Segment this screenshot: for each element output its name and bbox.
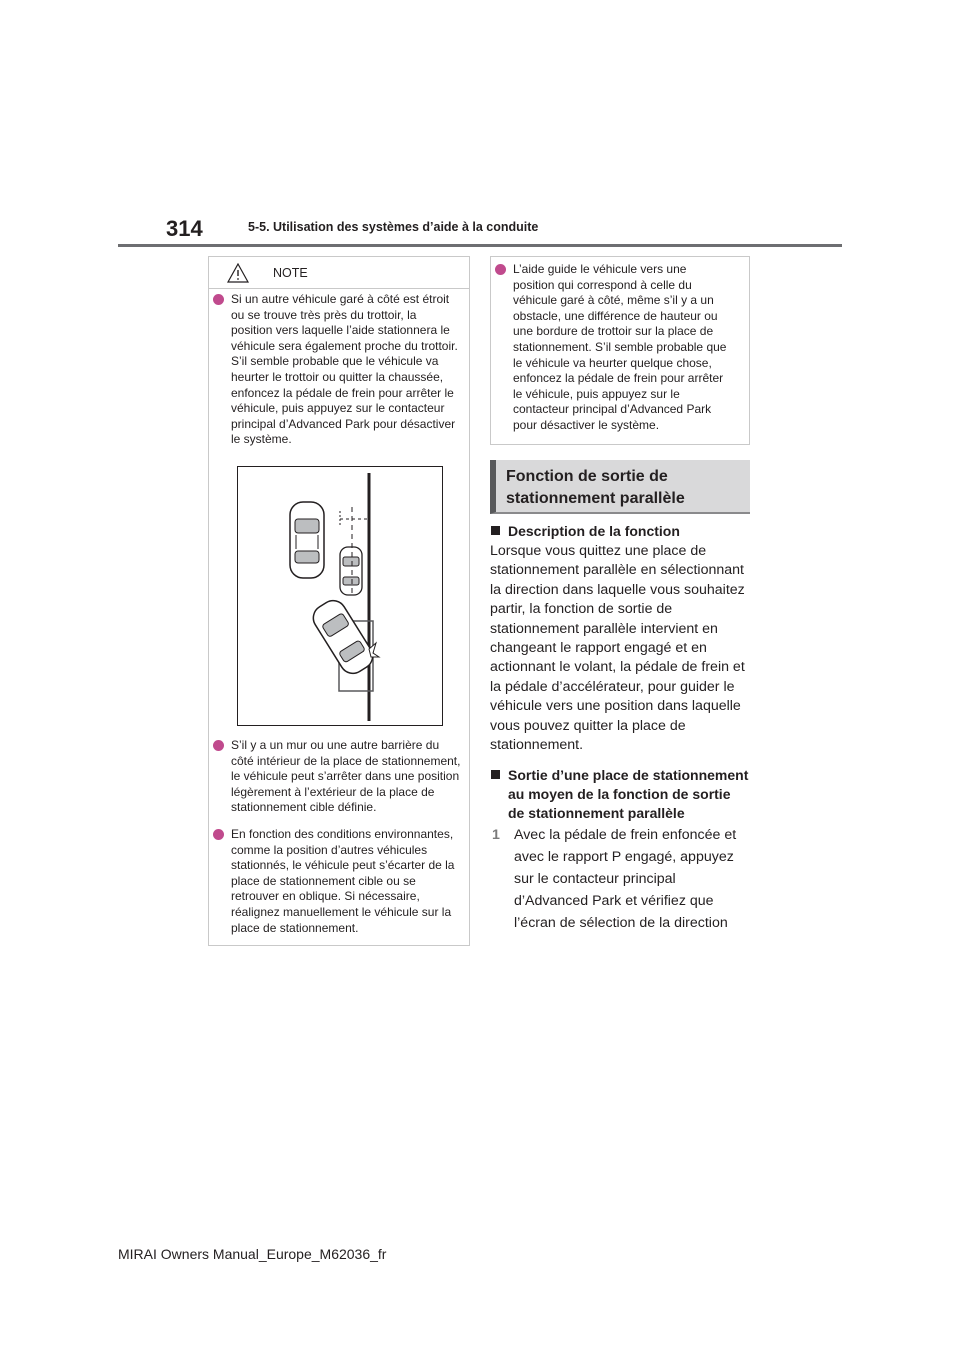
square-bullet-icon	[491, 526, 500, 535]
square-bullet-icon	[491, 770, 500, 779]
maneuvering-car-icon	[308, 596, 377, 678]
note-item: Si un autre véhicule garé à côté est étroit ou se trouve très près du trottoir, la position vers laquelle l’aide stationnera le véhicule sera également proche du trottoir. S’il semble probable que le véhicule va heurter le trottoir ou quitter la chaussée, enfoncez la pédale de frein pour arrêter le véhicule, puis appuyez sur le contacteur principal d’Advanced Park pour désactiver le système.	[211, 292, 461, 448]
footer-text: MIRAI Owners Manual_Europe_M62036_fr	[118, 1246, 387, 1262]
bullet-dot-icon	[213, 829, 224, 840]
right-note-box	[490, 256, 750, 445]
note-header	[209, 257, 469, 289]
small-car-icon	[340, 547, 362, 595]
note-item: En fonction des conditions environnantes, comme la position d’autres véhicules stationnés, le véhicule peut s’écarter de la place de stationnement cible ou se retrouver en oblique. Si nécessaire, réalignez manuellement le véhicule sur la place de stationnement.	[211, 827, 461, 936]
note-box	[208, 256, 470, 946]
bullet-dot-icon	[495, 264, 506, 275]
note-label: NOTE	[273, 265, 308, 280]
subheading-procedure: Sortie d’une place de stationnement au moyen de la fonction de sortie de stationnement parallèle	[490, 766, 750, 823]
section-title: 5-5. Utilisation des systèmes d’aide à la conduite	[248, 220, 539, 234]
note-item: S’il y a un mur ou une autre barrière du côté intérieur de la place de stationnement, le véhicule peut s’arrêter dans une position légèrement à l’extérieur de la place de stationnement cible définie.	[211, 738, 461, 816]
parked-car-icon	[290, 502, 324, 578]
note-item: L’aide guide le véhicule vers une position qui correspond à celle du véhicule garé à côté, même s’il y a un obstacle, une différence de hauteur ou une bordure de trottoir sur la place de stationnement. S’il semble probable que le véhicule va heurter quelque chose, enfoncez la pédale de frein pour arrêter le véhicule, puis appuyez sur le contacteur principal d’Advanced Park pour désactiver le système.	[493, 262, 729, 434]
page-number: 314	[166, 216, 203, 241]
header-rule	[118, 244, 842, 247]
body-paragraph: Lorsque vous quittez une place de stationnement parallèle en sélectionnant la direction dans laquelle vous souhaitez partir, la fonction de sortie de stationnement parallèle intervient en changeant le rapport engagé et en actionnant le volant, la pédale de frein et la pédale d’accélérateur, pour guider le véhicule vers une position dans laquelle vous pouvez quitter la place de stationnement.	[490, 543, 745, 754]
subheading-description: Description de la fonction	[490, 522, 750, 541]
step-number: 1	[492, 827, 500, 843]
bullet-dot-icon	[213, 294, 224, 305]
parking-illustration	[237, 466, 443, 726]
parking-diagram	[238, 467, 444, 727]
step-text: Avec la pédale de frein enfoncée et avec le rapport P engagé, appuyez sur le contacteur principal d’Advanced Park et vérifiez que l’écran de sélection de la direction	[514, 827, 737, 931]
step-item	[492, 824, 752, 934]
section-heading: Fonction de sortie de stationnement parallèle	[490, 460, 750, 514]
bullet-dot-icon	[213, 740, 224, 751]
warning-triangle-icon	[227, 263, 249, 283]
